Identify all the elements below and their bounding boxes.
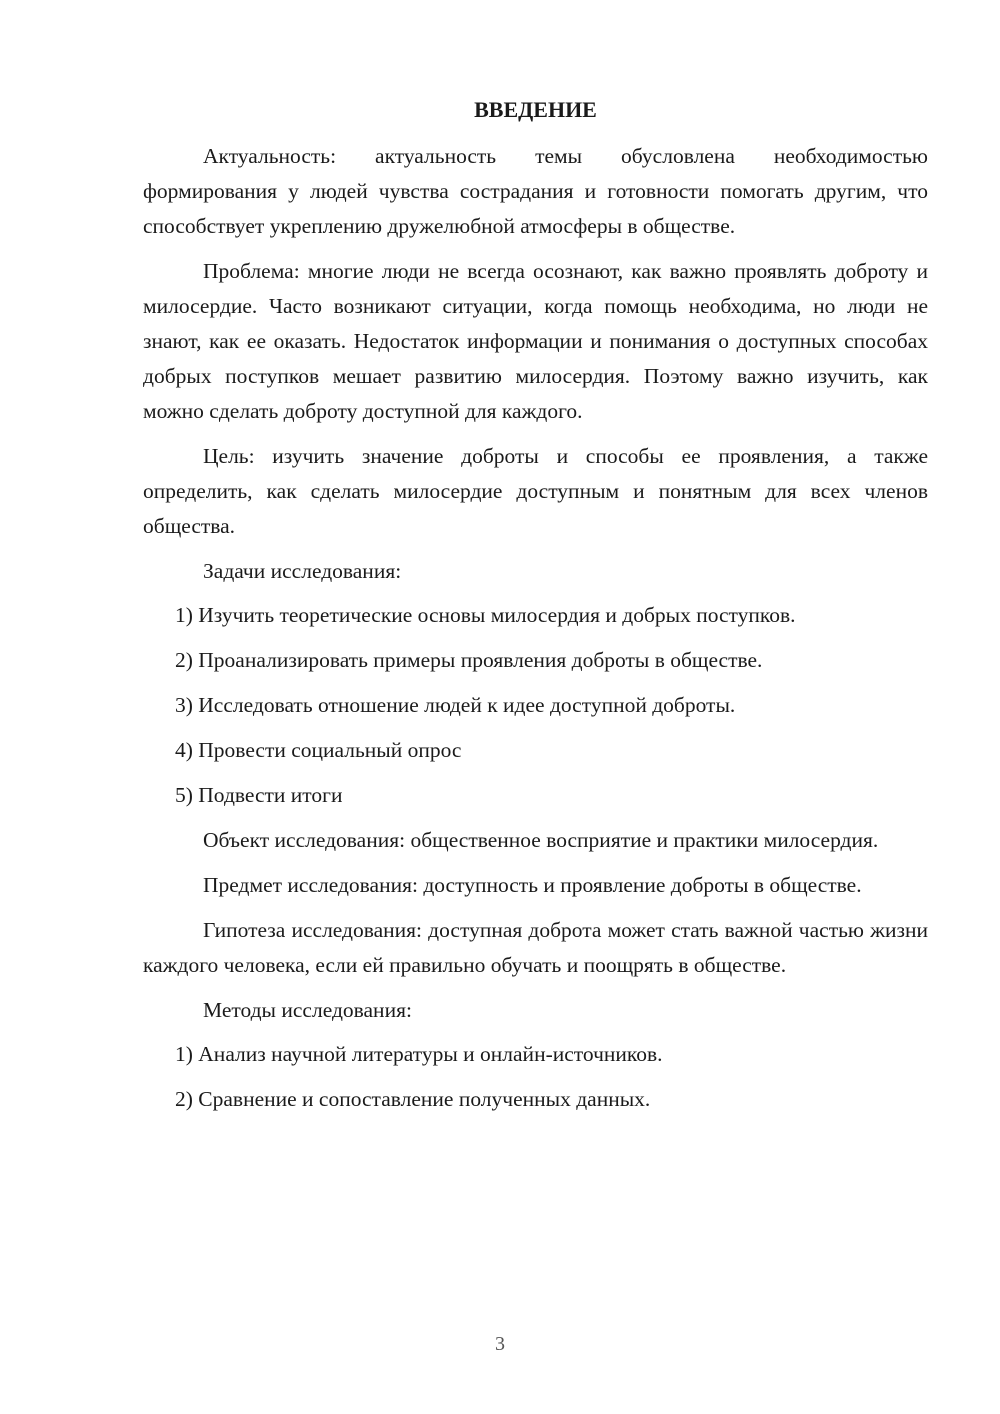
list-item: 4) Провести социальный опрос bbox=[175, 738, 462, 762]
goal-paragraph: Цель: изучить значение доброты и способы ее проявления, а также определить, как сделать милосердие доступным и понятным для всех членов общества. bbox=[143, 444, 928, 538]
methods-list bbox=[143, 1037, 928, 1117]
page-title: ВВЕДЕНИЕ bbox=[474, 97, 597, 122]
list-item: 2) Проанализировать примеры проявления доброты в обществе. bbox=[175, 648, 763, 672]
tasks-heading: Задачи исследования: bbox=[203, 559, 402, 583]
relevance-paragraph: Актуальность: актуальность темы обусловлена необходимостью формирования у людей чувства сострадания и готовности помогать другим, что способствует укреплению дружелюбной атмосферы в обществе. bbox=[143, 144, 928, 238]
problem-paragraph: Проблема: многие люди не всегда осознают, как важно проявлять доброту и милосердие. Часто возникают ситуации, когда помощь необходима, но люди не знают, как ее оказать. Недостаток информации и понимания о доступных способах добрых поступков мешает развитию милосердия. Поэтому важно изучить, как можно сделать доброту доступной для каждого. bbox=[143, 259, 928, 423]
list-item: 1) Анализ научной литературы и онлайн-источников. bbox=[175, 1042, 663, 1066]
object-paragraph: Объект исследования: общественное восприятие и практики милосердия. bbox=[203, 828, 879, 852]
list-item: 1) Изучить теоретические основы милосердия и добрых поступков. bbox=[175, 603, 796, 627]
tasks-list bbox=[143, 598, 928, 813]
list-item: 2) Сравнение и сопоставление полученных данных. bbox=[175, 1087, 651, 1111]
methods-heading: Методы исследования: bbox=[203, 998, 412, 1022]
list-item: 5) Подвести итоги bbox=[175, 783, 343, 807]
hypothesis-paragraph: Гипотеза исследования: доступная доброта может стать важной частью жизни каждого человека, если ей правильно обучать и поощрять в обществе. bbox=[143, 918, 928, 977]
subject-paragraph: Предмет исследования: доступность и проявление доброты в обществе. bbox=[203, 873, 862, 897]
document-page bbox=[143, 96, 928, 1127]
page-number: 3 bbox=[495, 1333, 505, 1355]
list-item: 3) Исследовать отношение людей к идее доступной доброты. bbox=[175, 693, 736, 717]
